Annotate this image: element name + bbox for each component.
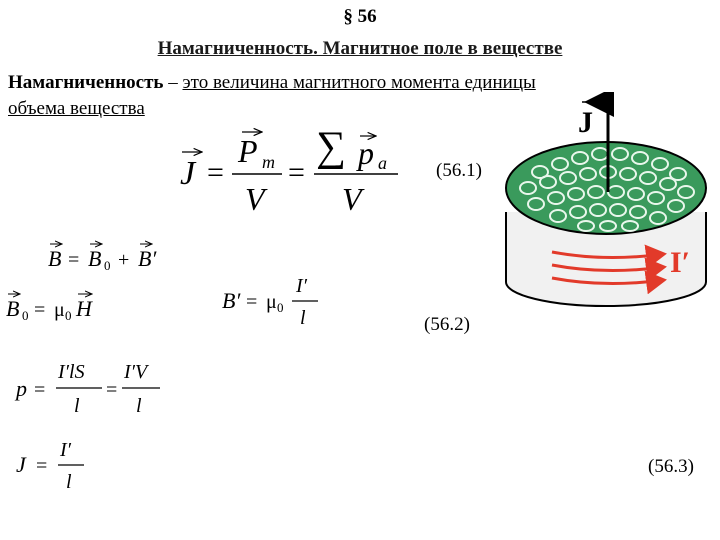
eq1-den2: V (342, 181, 362, 217)
svg-text:H: H (76, 296, 92, 321)
eq1-lhs: J (180, 155, 196, 192)
svg-text:0: 0 (65, 308, 72, 323)
eq1-num1: P (238, 133, 258, 169)
svg-text:I′: I′ (60, 439, 72, 461)
eq-ref-56-1: (56.1) (436, 160, 482, 181)
eq1-num2-sub: a (378, 153, 387, 173)
svg-text:l: l (74, 395, 80, 417)
svg-text:I′lS: I′lS (58, 361, 85, 383)
equation-b0 (2, 286, 112, 324)
definition-text-line2: объема вещества (8, 98, 145, 119)
svg-text:=: = (207, 156, 224, 189)
svg-text:=: = (34, 379, 46, 401)
svg-text:μ: μ (54, 299, 65, 321)
eq-ref-56-2: (56.2) (424, 314, 470, 335)
equation-b-prime (220, 270, 330, 334)
svg-text:=: = (246, 291, 258, 313)
magnetized-cylinder-figure (500, 92, 712, 308)
equation-j (14, 436, 104, 500)
definition-dash: – (163, 72, 183, 93)
equation-b-total (42, 236, 192, 274)
svg-text:=: = (288, 156, 305, 189)
svg-text:I′: I′ (296, 275, 308, 297)
magnetization-label: J (578, 106, 593, 139)
svg-text:B: B (88, 246, 102, 271)
definition-text-line1: это величина магнитного момента единицы (182, 72, 536, 93)
equation-56-1 (170, 122, 400, 222)
svg-text:=: = (36, 455, 48, 477)
svg-text:J: J (16, 452, 26, 477)
svg-text:0: 0 (104, 258, 111, 273)
eq1-den1: V (245, 181, 265, 217)
svg-text:=: = (106, 379, 118, 401)
eq-ref-56-3: (56.3) (648, 456, 694, 477)
eq1-num2: p (358, 135, 374, 171)
current-label: I′ (670, 246, 691, 279)
svg-text:l: l (136, 395, 142, 417)
eq1-sum: ∑ (316, 124, 346, 170)
svg-text:B′: B′ (138, 246, 157, 271)
definition-term: Намагниченность (8, 72, 164, 93)
svg-text:l: l (66, 471, 72, 493)
svg-text:0: 0 (22, 308, 29, 323)
svg-text:p: p (16, 376, 27, 401)
svg-text:+: + (118, 249, 130, 271)
svg-text:I′V: I′V (124, 361, 148, 383)
svg-text:μ: μ (266, 291, 277, 313)
svg-text:0: 0 (277, 300, 284, 315)
svg-text:B: B (6, 296, 20, 321)
section-title: Намагниченность. Магнитное поле в веществе (157, 38, 563, 59)
svg-text:=: = (68, 249, 80, 271)
equation-p (14, 356, 174, 420)
svg-text:l: l (300, 307, 306, 329)
svg-text:B: B (48, 246, 62, 271)
section-number: § 56 (343, 6, 377, 27)
eq1-num1-sub: m (262, 152, 275, 172)
svg-text:=: = (34, 299, 46, 321)
svg-text:B′: B′ (222, 288, 241, 313)
